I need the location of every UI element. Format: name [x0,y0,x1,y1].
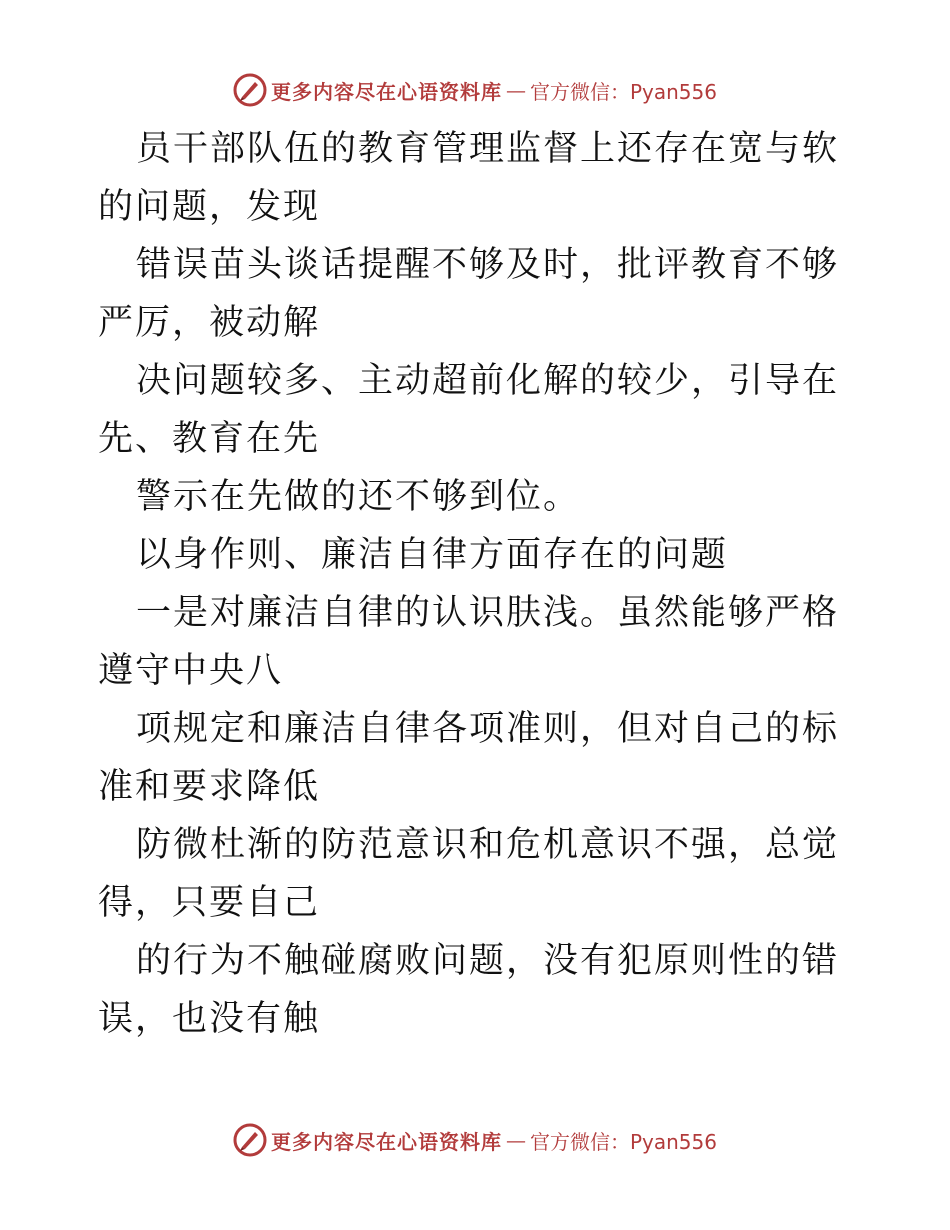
paragraph: 一是对廉洁自律的认识肤浅。虽然能够严格遵守中央八 [98,593,840,691]
paragraph: 的行为不触碰腐败问题，没有犯原则性的错误，也没有触 [98,941,840,1039]
paragraph: 项规定和廉洁自律各项准则，但对自己的标准和要求降低 [98,709,840,807]
watermark-text: 更多内容尽在心语资料库 [270,79,502,104]
watermark-wechat: 官方微信：Pyan556 [529,79,717,104]
paragraph: 警示在先做的还不够到位。 [136,477,581,517]
paragraph: 防微杜渐的防范意识和危机意识不强，总觉得，只要自己 [98,825,840,923]
quill-logo-icon [233,73,267,107]
watermark-text: 更多内容尽在心语资料库 [270,1129,502,1154]
watermark-wechat: 官方微信：Pyan556 [529,1129,717,1154]
header-watermark [0,70,950,110]
watermark-dash: — [505,1128,526,1152]
watermark-dash: — [505,78,526,102]
paragraph: 以身作则、廉洁自律方面存在的问题 [136,535,729,575]
document-body [98,120,858,1048]
paragraph: 错误苗头谈话提醒不够及时，批评教育不够严厉，被动解 [98,245,840,343]
paragraph: 员干部队伍的教育管理监督上还存在宽与软的问题，发现 [98,129,840,227]
quill-logo-icon [233,1123,267,1157]
footer-watermark [0,1120,950,1160]
paragraph: 决问题较多、主动超前化解的较少，引导在先、教育在先 [98,361,840,459]
